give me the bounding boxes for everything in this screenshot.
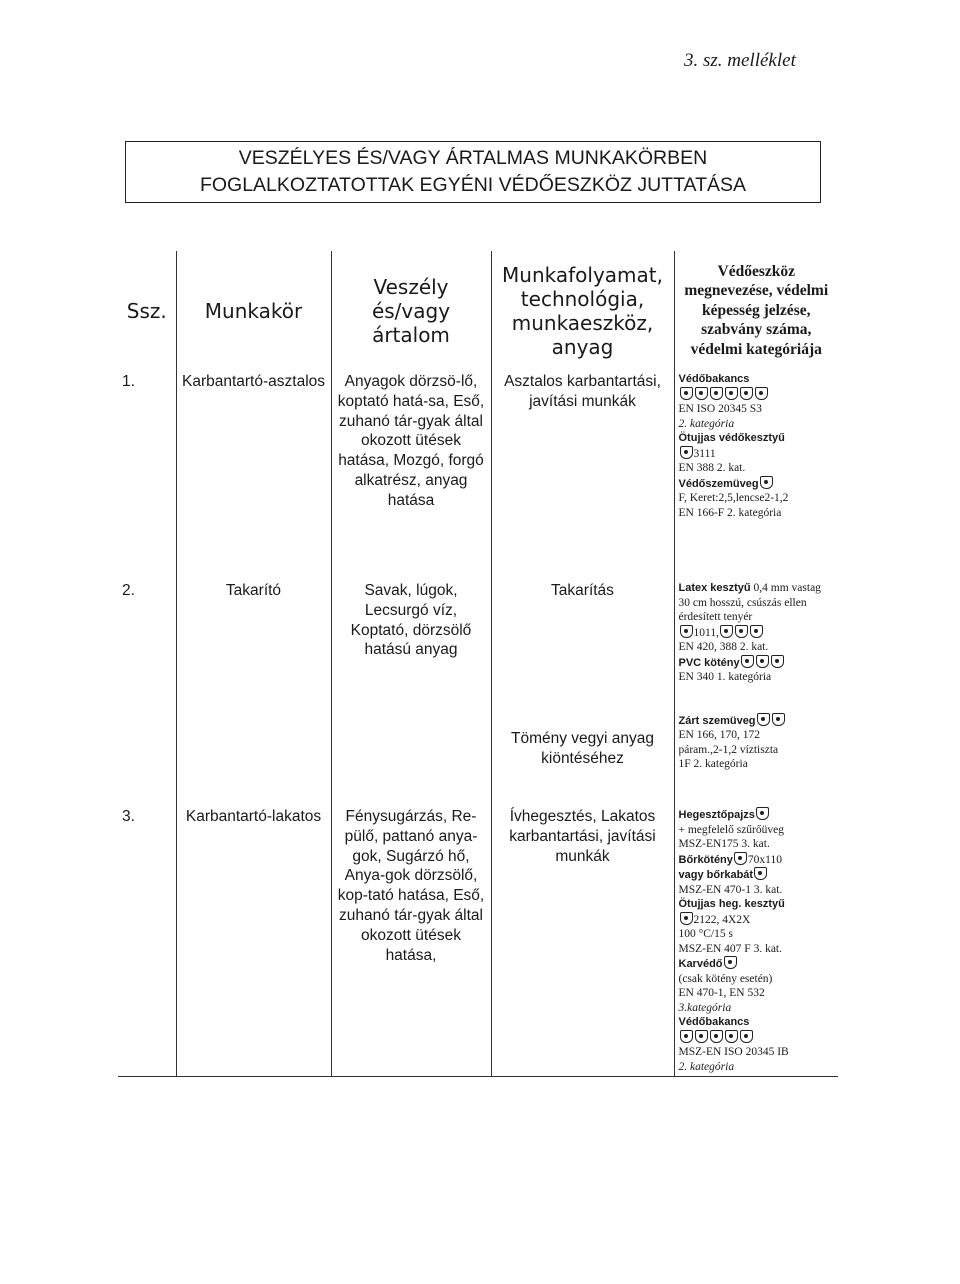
shield-icon [725,387,738,400]
title-line-1: VESZÉLYES ÉS/VAGY ÁRTALMAS MUNKAKÖRBEN [238,147,708,169]
row2-ppe [674,579,838,805]
ppe-line: 3111 [693,447,716,460]
row3-hazard: Fénysugárzás, Re-pülő, pattanó anya-gok, Sugárzó hő, Anya-gok dörzsölő, kop-tató hatása, Eső, zuhanó tár-gyak által okozott ütések hatása, [331,805,491,1077]
row1-job: Karbantartó-asztalos [176,370,331,579]
row2-ssz: 2. [118,579,176,805]
ppe-line: 2122, 4X2X [693,913,751,926]
ppe-name: Védőbakancs [678,373,750,385]
shield-icon [695,387,708,400]
row2-process [491,579,674,805]
shield-icon [724,956,737,969]
document-title [125,141,821,203]
ppe-line: páram.,2-1,2 víztiszta [678,743,779,756]
table-row [118,805,838,1077]
shield-icon [772,713,785,726]
ppe-line: EN 166-F 2. kategória [678,506,782,519]
shield-icon [760,476,773,489]
ppe-line: EN 420, 388 2. kat. [678,641,769,653]
row3-process: Ívhegesztés, Lakatos karbantartási, javítási munkák [491,805,674,1077]
ppe-line: 100 °C/15 s [678,928,733,940]
ppe-line: 0,4 mm vastag [753,582,821,594]
header-process: Munkafolyamat, technológia, munkaeszköz, anyag [491,251,674,370]
shield-icon [710,1030,723,1043]
ppe-line: EN 470-1, EN 532 [678,987,765,999]
table-row [118,370,838,579]
header-hazard: Veszély és/vagy ártalom [331,251,491,370]
shield-icon [741,655,754,668]
shield-icon [680,387,693,400]
ppe-name: vagy bőrkabát [678,869,754,881]
shield-icon [725,1030,738,1043]
ppe-name: Ötujjas védőkesztyű [678,432,785,444]
ppe-line: MSZ-EN 407 F 3. kat. [678,942,782,955]
shield-icon [734,852,747,865]
shield-icon [756,807,769,820]
shield-icon [750,625,763,638]
ppe-line: + megfelelő szűrőüveg [678,823,784,836]
shield-icon [735,625,748,638]
ppe-line: MSZ-EN175 3. kat. [678,838,770,850]
ppe-line: F, Keret:2,5,lencse2-1,2 [678,492,789,504]
boot-icons [679,387,835,403]
row1-process: Asztalos karbantartási, javítási munkák [491,370,674,579]
ppe-table [118,251,838,1077]
shield-icon [755,387,768,400]
shield-icon [771,655,784,668]
ppe-line: EN ISO 20345 S3 [678,403,762,415]
shield-icon [710,387,723,400]
ppe-line: 30 cm hosszú, csúszás ellen érdesített tenyér [678,596,807,623]
ppe-line: 3.kategória [678,1001,732,1014]
ppe-line: MSZ-EN 470-1 3. kat. [678,883,783,896]
ppe-line: EN 388 2. kat. [678,462,746,474]
row1-ssz: 1. [118,370,176,579]
row1-ppe [674,370,838,579]
title-line-2: FOGLALKOZTATOTTAK EGYÉNI VÉDŐESZKÖZ JUTTATÁSA [199,174,747,196]
row2-hazard: Savak, lúgok, Lecsurgó víz, Koptató, dörzsölő hatású anyag [331,579,491,805]
glove-icon [680,625,693,638]
shield-icon [740,387,753,400]
header-ssz: Ssz. [118,251,176,370]
ppe-line: (csak kötény esetén) [678,972,773,985]
table-row [118,579,838,805]
ppe-line: 1011, [693,626,719,639]
ppe-name: Zárt szemüveg [678,714,756,727]
annex-label: 3. sz. melléklet [684,50,796,71]
ppe-line: 70x110 [747,853,782,866]
ppe-line: 2. kategória [678,1060,735,1073]
ppe-line: 1F 2. kategória [678,758,748,770]
shield-icon [740,1030,753,1043]
shield-icon [680,1030,693,1043]
header-job: Munkakör [176,251,331,370]
row3-job: Karbantartó-lakatos [176,805,331,1077]
ppe-name: Hegesztőpajzs [678,809,755,821]
row2-process-secondary: Tömény vegyi anyag kiöntéséhez [510,729,655,767]
ppe-name: Bőrkötény [678,853,733,866]
ppe-name: Latex kesztyű [678,582,751,594]
header-ppe: Védőeszköz megnevezése, védelmi képesség jelzése, szabvány száma, védelmi kategóriája [684,262,829,358]
ppe-line: EN 340 1. kategória [678,671,772,683]
ppe-line: MSZ-EN ISO 20345 IB [678,1046,789,1058]
shield-icon [757,713,770,726]
shield-icon [720,625,733,638]
ppe-name: Védőbakancs [678,1016,750,1028]
table-header-row [118,251,838,370]
ppe-line: 2. kategória [678,417,735,430]
ppe-name: Védőszemüveg [678,477,759,490]
glove-icon [680,912,693,925]
row2-job: Takarító [176,579,331,805]
ppe-name: PVC kötény [678,656,740,669]
ppe-name: Ötujjas heg. kesztyű [678,898,785,910]
row1-hazard: Anyagok dörzsö-lő, koptató hatá-sa, Eső, zuhanó tár-gyak által okozott ütések hatása, Mozgó, forgó alkatrész, anyag hatása [331,370,491,579]
ppe-name: Karvédő [678,958,723,970]
row3-ppe [674,805,838,1077]
shield-icon [754,867,767,880]
row3-ssz: 3. [118,805,176,1077]
glove-icon [680,446,693,459]
shield-icon [756,655,769,668]
ppe-line: EN 166, 170, 172 [678,729,760,741]
row2-process-main: Takarítás [551,582,614,599]
shield-icon [695,1030,708,1043]
